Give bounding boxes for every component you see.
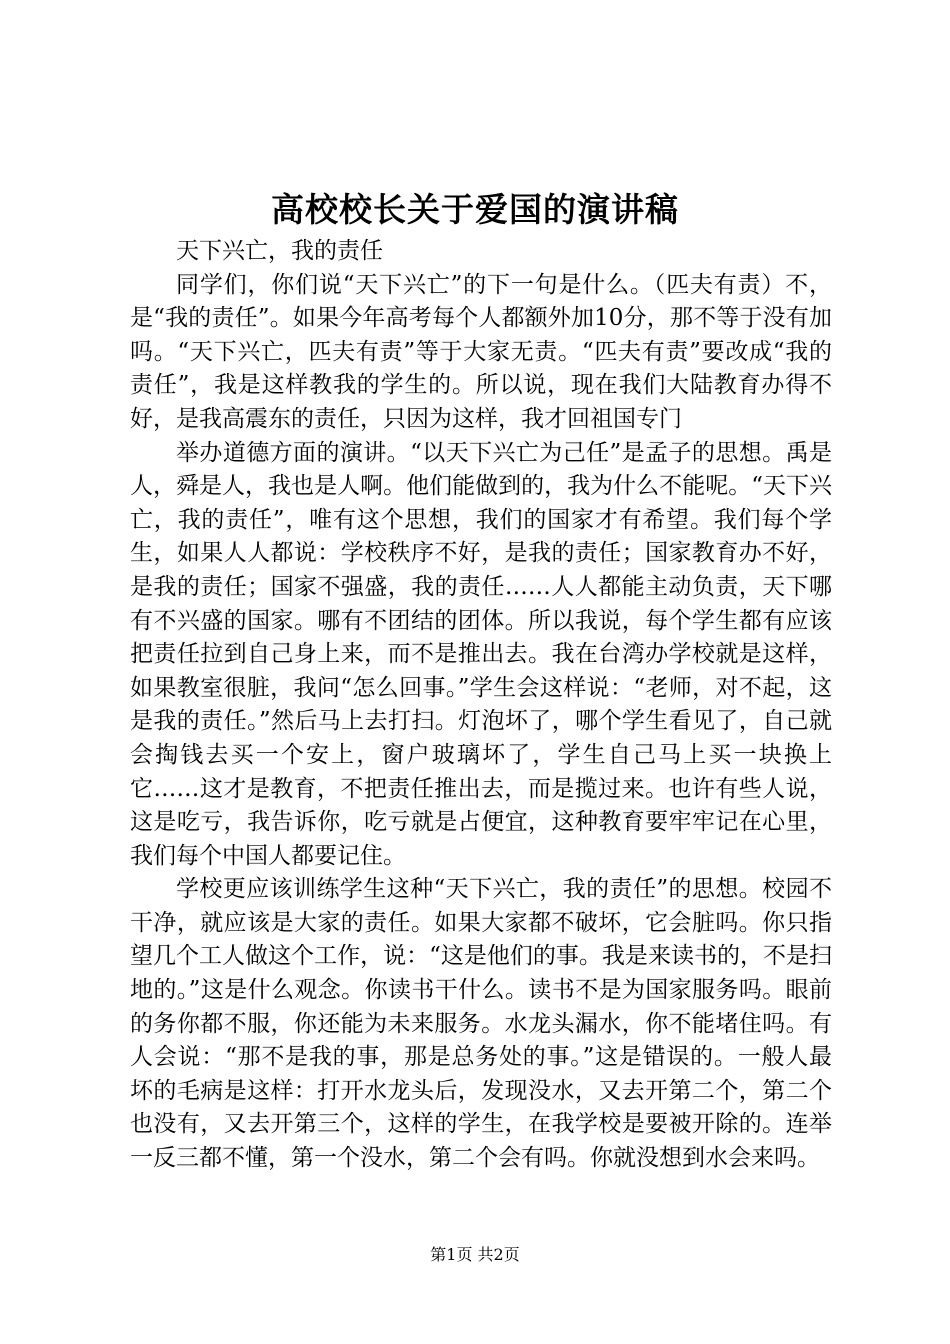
paragraph-subtitle: 天下兴亡，我的责任	[176, 238, 383, 264]
paragraph: 举办道德方面的演讲。“以天下兴亡为己任”是孟子的思想。禹是人，舜是人，我也是人啊。他们能做到的，我为什么不能呢。“天下兴亡，我的责任”，唯有这个思想，我们的国家才有希望。我们每个学生，如果人人都说：学校秩序不好，是我的责任；国家教育办不好，是我的责任；国家不强盛，我的责任……人人都能主动负责，天下哪有不兴盛的国家。哪有不团结的团体。所以我说，每个学生都有应该把责任拉到自己身上来，而不是推出去。我在台湾办学校就是这样，如果教室很脏，我问“怎么回事。”学生会这样说：“老师，对不起，这是我的责任。”然后马上去打扫。灯泡坏了，哪个学生看见了，自己就会掏钱去买一个安上，窗户玻璃坏了，学生自己马上买一块换上它……这才是教育，不把责任推出去，而是揽过来。也许有些人说，这是吃亏，我告诉你，吃亏就是占便宜，这种教育要牢牢记在心里，我们每个中国人都要记住。	[130, 439, 832, 869]
paragraph: 同学们，你们说“天下兴亡”的下一句是什么。（匹夫有责）不，是“我的责任”。如果今年高考每个人都额外加10分，那不等于没有加吗。“天下兴亡，匹夫有责”等于大家无责。“匹夫有责”要改成“我的责任”，我是这样教我的学生的。所以说，现在我们大陆教育办得不好，是我高震东的责任，只因为这样，我才回祖国专门	[130, 271, 832, 432]
document-body	[130, 235, 832, 1176]
paragraph: 学校更应该训练学生这种“天下兴亡，我的责任”的思想。校园不干净，就应该是大家的责任。如果大家都不破坏，它会脏吗。你只指望几个工人做这个工作，说：“这是他们的事。我是来读书的，不是扫地的。”这是什么观念。你读书干什么。读书不是为国家服务吗。眼前的务你都不服，你还能为未来服务。水龙头漏水，你不能堵住吗。有人会说：“那不是我的事，那是总务处的事。”这是错误的。一般人最坏的毛病是这样：打开水龙头后，发现没水，又去开第二个，第二个也没有，又去开第三个，这样的学生，在我学校是要被开除的。连举一反三都不懂，第一个没水，第二个会有吗。你就没想到水会来吗。	[130, 876, 832, 1172]
page-footer: 第1页 共2页	[430, 1245, 520, 1264]
document-title: 高校校长关于爱国的演讲稿	[271, 190, 679, 229]
